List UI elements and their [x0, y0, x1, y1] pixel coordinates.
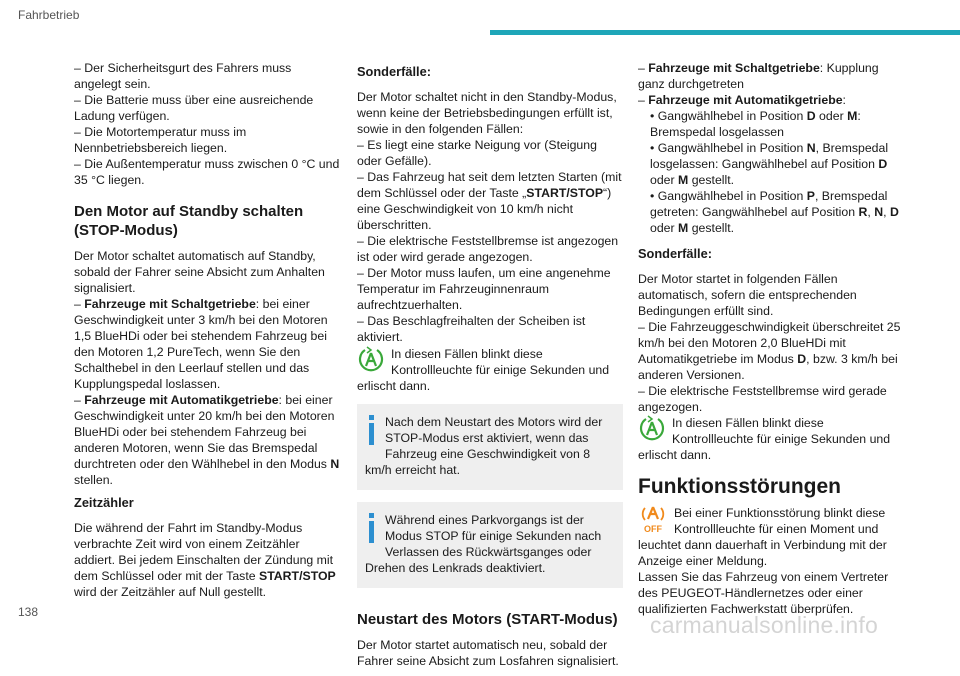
key-start-stop: START/STOP — [526, 186, 604, 200]
header-accent-bar — [490, 30, 960, 35]
list-item: – Der Sicherheitsgurt des Fahrers muss angelegt sein. — [74, 61, 292, 91]
paragraph-special: Der Motor schaltet nicht in den Standby-Modus, wenn keine der Betriebsbedingungen erfüllt ist, sowie in den folgenden Fällen: — [357, 90, 617, 136]
info-note-text: Nach dem Neustart des Motors wird der STOP-Modus erst aktiviert, wenn das Fahrzeug eine Geschwindigkeit von 8 km/h erreicht hat. — [365, 415, 603, 477]
fault-text: Bei einer Funktionsstörung blinkt diese Kontrollleuchte für einen Moment und leuchtet dann dauerhaft in Verbindung mit der Anzeige einer Meldung. — [638, 506, 887, 568]
label-auto: Fahrzeuge mit Automatikgetriebe — [84, 393, 279, 407]
info-note-1 — [357, 404, 623, 490]
list-item: – Die Außentemperatur muss zwischen 0 °C und 35 °C liegen. — [74, 157, 340, 187]
heading-standby: Den Motor auf Standby schalten (STOP-Modus) — [74, 203, 304, 239]
column-3 — [638, 60, 906, 617]
mode-n: N — [330, 457, 340, 471]
list-item — [357, 169, 623, 233]
off-label: OFF — [644, 524, 662, 534]
list-item: – Die Fahrzeuggeschwindigkeit überschreitet 25 km/h bei den Motoren 2,0 BlueHDi mit Automatikgetriebe im Modus D, bzw. 3 km/h bei anderen Versionen. — [638, 320, 901, 382]
label-manual: Fahrzeuge mit Schaltgetriebe — [84, 297, 256, 311]
paragraph-restart: Der Motor startet automatisch neu, sobald der Fahrer seine Absicht zum Losfahren signalisiert. — [357, 638, 619, 668]
list-text: “) eine Geschwindigkeit von 10 km/h nicht überschritten. — [357, 186, 612, 232]
text-manual: : bei einer Geschwindigkeit unter 3 km/h bei den Motoren 1,5 BlueHDi oder bei stehendem Fahrzeug bei den Motoren 1,2 PureTech, wenn Sie den Schalthebel in den Leerlauf stellen und das Kupplungspedal loslassen. — [74, 297, 328, 391]
heading-special-cases: Sonderfälle: — [638, 246, 712, 261]
bullet-item: • Gangwählhebel in Position D oder M: Bremspedal losgelassen — [650, 109, 861, 139]
text-auto: : bei einer Geschwindigkeit unter 20 km/h bei den Motoren BlueHDi oder bei stehendem Fahrzeug bei anderen Motoren, wenn Sie das Bremspedal durchtreten oder den Wählhebel in den Modus — [74, 393, 335, 471]
section-title: Fahrbetrieb — [18, 8, 80, 22]
list-item: – Das Beschlagfreihalten der Scheiben ist aktiviert. — [357, 314, 586, 344]
bullet-item: • Gangwählhebel in Position N, Bremspedal losgelassen: Gangwählhebel auf Position D oder M gestellt. — [650, 141, 889, 187]
info-icon — [365, 415, 378, 449]
page-number: 138 — [18, 605, 39, 619]
label-manual: Fahrzeuge mit Schaltgetriebe — [648, 61, 820, 75]
lamp-note — [638, 415, 906, 463]
list-item: – Es liegt eine starke Neigung vor (Steigung oder Gefälle). — [357, 138, 597, 168]
list-item: – Die elektrische Feststellbremse ist angezogen ist oder wird gerade angezogen. — [357, 234, 619, 264]
fault-text-2: Lassen Sie das Fahrzeug von einem Vertreter des PEUGEOT-Händlernetzes oder einer qualifizierten Fachwerkstatt überprüfen. — [638, 570, 889, 616]
stop-start-lamp-icon — [357, 346, 385, 374]
heading-special-cases: Sonderfälle: — [357, 64, 431, 79]
watermark: carmanualsonline.info — [650, 612, 878, 638]
paragraph-manual: – Fahrzeuge mit Schaltgetriebe: Kupplung ganz durchgetreten — [638, 61, 879, 91]
column-2 — [357, 60, 623, 676]
bullet-item: • Gangwählhebel in Position P, Bremspedal getreten: Gangwählhebel auf Position R, N, D oder M gestellt. — [650, 189, 899, 235]
paragraph-special: Der Motor startet in folgenden Fällen automatisch, sofern die entsprechenden Bedingungen erfüllt sind. — [638, 272, 857, 318]
info-icon — [365, 513, 378, 547]
lamp-note — [357, 346, 623, 394]
heading-faults: Funktionsstörungen — [638, 475, 841, 498]
list-text: – Das Fahrzeug hat seit dem letzten Starten (mit dem Schlüssel oder der Taste „ — [357, 170, 622, 200]
counter-text-end: wird der Zeitzähler auf Null gestellt. — [74, 585, 267, 599]
paragraph-manual: – Fahrzeuge mit Schaltgetriebe: bei einer Geschwindigkeit unter 3 km/h bei den Motoren 1,5 BlueHDi oder bei stehendem Fahrzeug bei den Motoren 1,2 PureTech, wenn Sie den Schalthebel in den Leerlauf stellen und das Kupplungspedal loslassen. — [74, 297, 328, 391]
paragraph-auto: – Fahrzeuge mit Automatikgetriebe: — [638, 93, 846, 107]
list-item: – Der Motor muss laufen, um eine angenehme Temperatur im Fahrzeuginnenraum aufrechtzuerhalten. — [357, 266, 611, 312]
stop-start-off-lamp-icon — [638, 505, 668, 535]
key-start-stop: START/STOP — [259, 569, 336, 583]
fault-note — [638, 505, 906, 617]
info-note-2 — [357, 502, 623, 588]
list-item: – Die Batterie muss über eine ausreichende Ladung verfügen. — [74, 93, 314, 123]
column-1 — [74, 60, 340, 607]
condition-list — [74, 60, 340, 188]
heading-counter: Zeitzähler — [74, 495, 134, 510]
label-auto: Fahrzeuge mit Automatikgetriebe — [648, 93, 843, 107]
lamp-text: In diesen Fällen blinkt diese Kontrollleuchte für einige Sekunden und erlischt dann. — [357, 347, 610, 393]
text-auto-end: stellen. — [74, 473, 113, 487]
stop-start-lamp-icon — [638, 415, 666, 443]
paragraph-counter — [74, 520, 340, 600]
info-note-text: Während eines Parkvorgangs ist der Modus STOP für einige Sekunden nach Verlassen des Rückwärtsganges oder Drehen des Lenkrads deaktiviert. — [365, 513, 602, 575]
text-manual: : Kupplung ganz durchgetreten — [638, 61, 879, 91]
list-item: – Die Motortemperatur muss im Nennbetriebsbereich liegen. — [74, 125, 247, 155]
counter-text: Die während der Fahrt im Standby-Modus verbrachte Zeit wird von einem Zeitzähler addiert. Bei jedem Einschalten der Zündung mit dem Schlüssel oder mit der Taste — [74, 521, 334, 583]
lamp-text: In diesen Fällen blinkt diese Kontrollleuchte für einige Sekunden und erlischt dann. — [638, 416, 891, 462]
paragraph-auto: – Fahrzeuge mit Automatikgetriebe: bei einer Geschwindigkeit unter 20 km/h bei den Motoren BlueHDi oder bei stehendem Fahrzeug bei anderen Motoren, wenn Sie das Bremspedal durchtreten oder den Wählhebel in den Modus N stellen. — [74, 393, 340, 487]
paragraph-standby: Der Motor schaltet automatisch auf Standby, sobald der Fahrer seine Absicht zum Anhalten signalisiert. — [74, 249, 325, 295]
list-item: – Die elektrische Feststellbremse wird gerade angezogen. — [638, 384, 887, 414]
heading-restart: Neustart des Motors (START-Modus) — [357, 611, 618, 628]
